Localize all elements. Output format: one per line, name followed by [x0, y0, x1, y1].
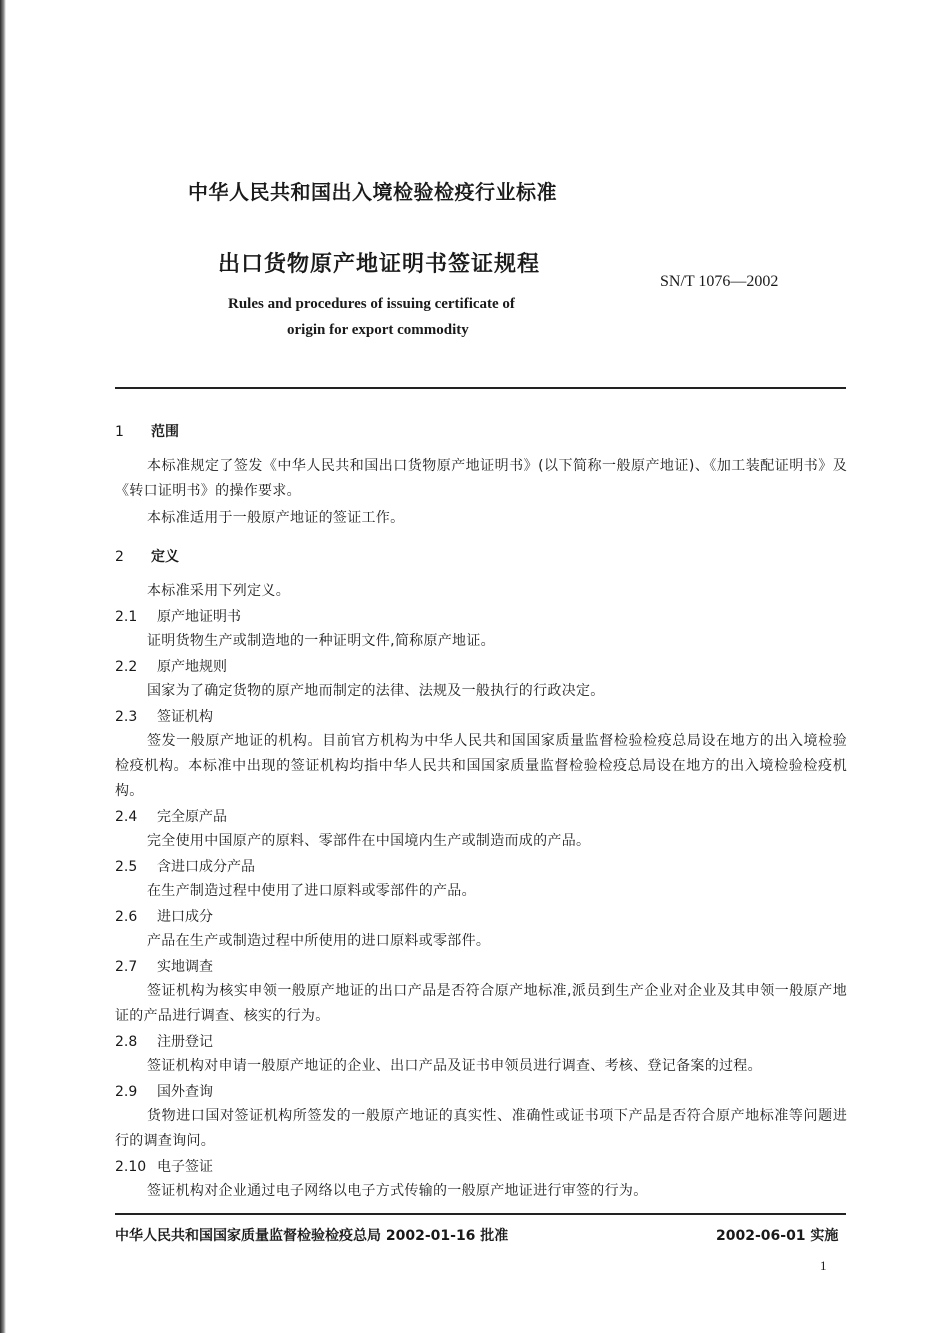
- standard-number: SN/T 1076—2002: [660, 273, 779, 290]
- definition-text: 签发一般原产地证的机构。目前官方机构为中华人民共和国国家质量监督检验检疫总局设在地方的出入境检验检疫机构。本标准中出现的签证机构均指中华人民共和国国家质量监督检验检疫总局设在地方的出入境检验检疫机构。: [115, 733, 847, 799]
- definition-number: 2.9: [115, 1084, 138, 1100]
- definition-term: 电子签证: [157, 1159, 213, 1175]
- approval-line: 中华人民共和国国家质量监督检验检疫总局 2002-01-16 批准: [115, 1228, 509, 1244]
- definition-heading: [115, 1156, 847, 1179]
- definition-text: 完全使用中国原产的原料、零部件在中国境内生产或制造而成的产品。: [147, 833, 591, 849]
- definition-heading: [115, 806, 847, 829]
- definition-text: 签证机构为核实申领一般原产地证的出口产品是否符合原产地标准,派员到生产企业对企业及其申领一般原产地证的产品进行调查、核实的行为。: [115, 983, 847, 1024]
- definition-heading: [115, 706, 847, 729]
- section-number: 2: [115, 549, 124, 565]
- definition-heading: [115, 906, 847, 929]
- document-body: [115, 420, 847, 1206]
- definition-number: 2.4: [115, 809, 138, 825]
- definition-text: 货物进口国对签证机构所签发的一般原产地证的真实性、准确性或证书项下产品是否符合原产地标准等问题进行的调查询问。: [115, 1108, 847, 1149]
- section-heading-scope: [115, 420, 847, 444]
- definition-heading: [115, 606, 847, 629]
- definition-term: 原产地规则: [157, 659, 227, 675]
- english-title-line1: Rules and procedures of issuing certificate of: [228, 296, 515, 312]
- definition-heading: [115, 1081, 847, 1104]
- definition-term: 签证机构: [157, 709, 213, 725]
- english-title-line2: origin for export commodity: [287, 322, 469, 338]
- definition-term: 含进口成分产品: [157, 859, 255, 875]
- definition-text: 产品在生产或制造过程中所使用的进口原料或零部件。: [147, 933, 491, 949]
- header-divider: [115, 387, 846, 389]
- definition-term: 实地调查: [157, 959, 213, 975]
- definition-term: 注册登记: [157, 1034, 213, 1050]
- definition-heading: [115, 856, 847, 879]
- definition-term: 完全原产品: [157, 809, 227, 825]
- footer-divider: [115, 1213, 846, 1215]
- definition-number: 2.6: [115, 909, 138, 925]
- definition-heading: [115, 656, 847, 679]
- definition-text: 签证机构对企业通过电子网络以电子方式传输的一般原产地证进行审签的行为。: [147, 1183, 648, 1199]
- definition-text: 国家为了确定货物的原产地而制定的法律、法规及一般执行的行政决定。: [147, 683, 605, 699]
- document-title: 出口货物原产地证明书签证规程: [218, 252, 541, 277]
- definition-number: 2.5: [115, 859, 138, 875]
- section-heading-definitions: [115, 545, 847, 569]
- definition-term: 原产地证明书: [157, 609, 241, 625]
- definition-heading: [115, 1031, 847, 1054]
- definition-text: 在生产制造过程中使用了进口原料或零部件的产品。: [147, 883, 476, 899]
- scan-edge-shadow: [0, 0, 6, 1333]
- definition-number: 2.10: [115, 1159, 147, 1175]
- definition-heading: [115, 956, 847, 979]
- implementation-date: 2002-06-01 实施: [716, 1228, 839, 1244]
- scope-paragraph-2: 本标准适用于一般原产地证的签证工作。: [147, 510, 405, 526]
- section-number: 1: [115, 424, 124, 440]
- definitions-intro: 本标准采用下列定义。: [147, 583, 290, 599]
- definition-number: 2.3: [115, 709, 138, 725]
- definition-text: 签证机构对申请一般原产地证的企业、出口产品及证书申领员进行调查、考核、登记备案的过程。: [147, 1058, 762, 1074]
- section-title: 范围: [151, 424, 179, 440]
- scope-paragraph-1: 本标准规定了签发《中华人民共和国出口货物原产地证明书》(以下简称一般原产地证)、《加工装配证明书》及《转口证明书》的操作要求。: [115, 458, 847, 499]
- definition-number: 2.7: [115, 959, 138, 975]
- definition-term: 国外查询: [157, 1084, 213, 1100]
- definition-number: 2.1: [115, 609, 138, 625]
- definition-number: 2.2: [115, 659, 138, 675]
- definition-text: 证明货物生产或制造地的一种证明文件,简称原产地证。: [147, 633, 495, 649]
- definition-number: 2.8: [115, 1034, 138, 1050]
- section-title: 定义: [151, 549, 179, 565]
- page-number: 1: [820, 1258, 827, 1273]
- issuer-line: 中华人民共和国出入境检验检疫行业标准: [188, 180, 557, 204]
- definition-term: 进口成分: [157, 909, 213, 925]
